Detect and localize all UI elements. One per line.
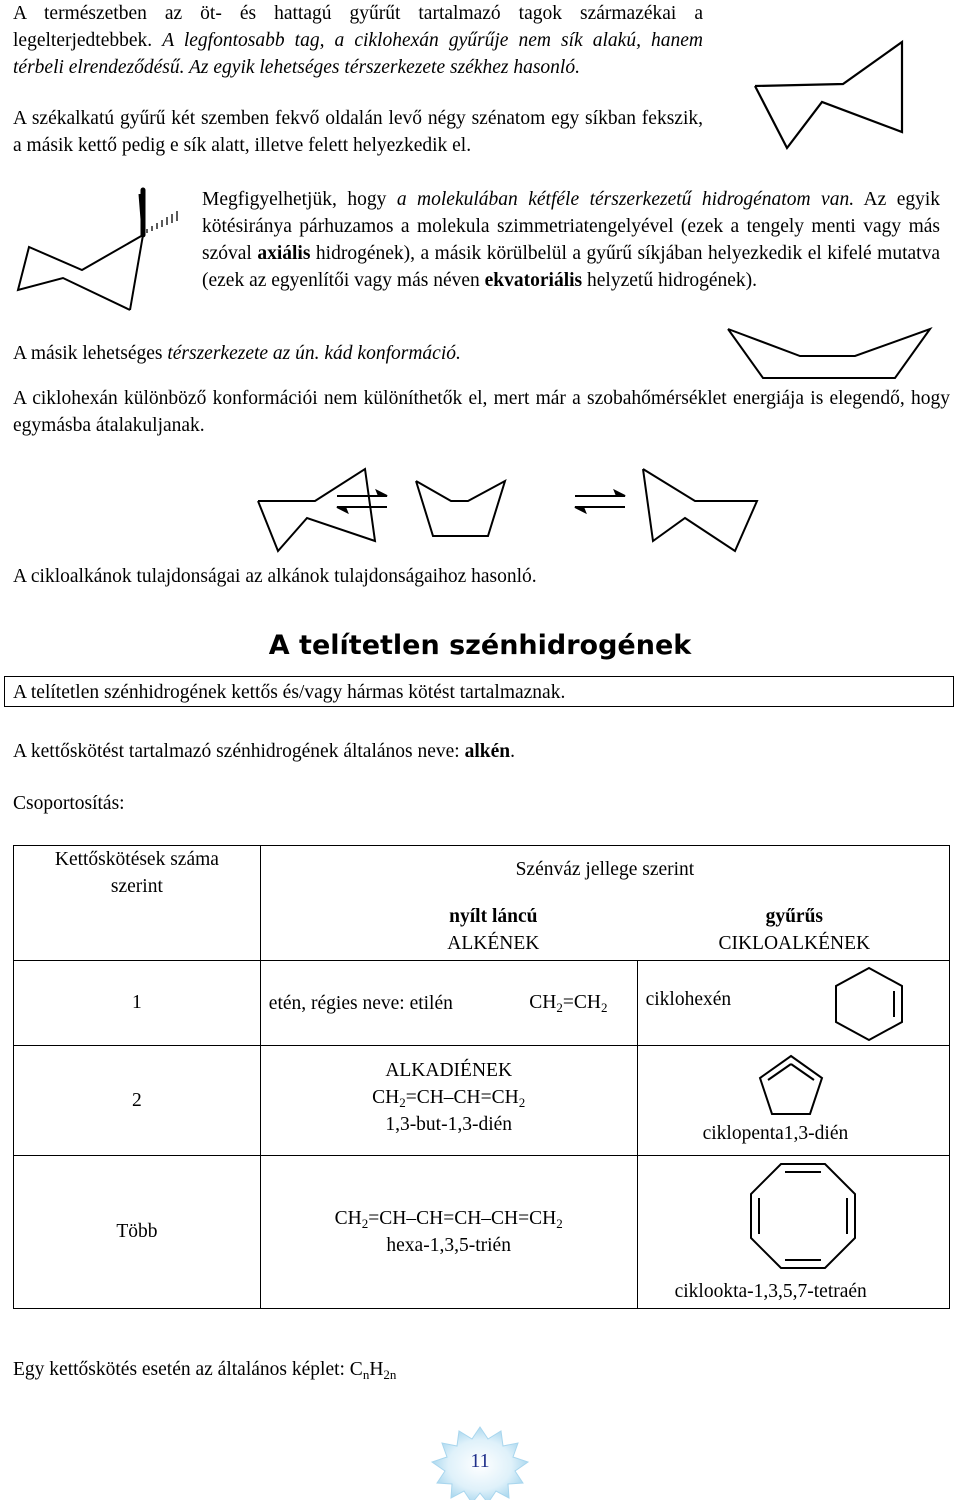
ethene-formula: $CH_2=CH_2$	[500, 961, 637, 1046]
intro-paragraph-5: A ciklohexán különböző konformációi nem különíthetők el, mert már a szobahőmérséklet energiája is elegendő, hogy egymásba átalakuljanak.	[13, 388, 950, 436]
alkene-definition: A kettőskötést tartalmazó szénhidrogének általános neve: alkén.	[13, 741, 515, 762]
ring-cell	[637, 1046, 949, 1156]
axial-term: axiális	[257, 243, 311, 264]
boxed-statement: A telítetlen szénhidrogének kettős és/vagy hármas kötést tartalmaznak.	[4, 676, 954, 707]
open-chain-name: etén, régies neve: etilén	[260, 961, 500, 1046]
ring-cell	[637, 1156, 949, 1309]
open-chain-header: nyílt láncú ALKÉNEK	[447, 906, 540, 954]
section-title: A telítetlen szénhidrogének	[268, 630, 692, 661]
conformation-equilibrium-figure	[255, 466, 760, 566]
double-bond-count-header: Kettőskötések száma szerint	[14, 846, 261, 961]
double-bond-count: Több	[14, 1156, 261, 1309]
alkene-term: alkén	[464, 741, 511, 762]
axial-hydrogen-chair-figure	[15, 190, 185, 325]
intro-italic-text: A legfontosabb tag, a ciklohexán gyűrűje nem sík alakú, hanem térbeli elrendeződésű. Az egyik lehetséges térszerkezete székhez hasonló.	[13, 30, 703, 78]
double-bond-count: 2	[14, 1046, 261, 1156]
butadiene-formula: $CH_2=CH-CH=CH_2$	[372, 1087, 526, 1110]
ring-name: ciklopenta1,3-dién	[702, 1123, 849, 1144]
grouping-table	[13, 845, 950, 1309]
table-row	[14, 1156, 950, 1309]
equatorial-term: ekvatoriális	[484, 270, 583, 291]
table-row	[14, 1046, 950, 1156]
boat-conformation-figure	[725, 326, 935, 381]
ring-header: gyűrűs CIKLOALKÉNEK	[718, 906, 871, 954]
skeleton-header-cell	[260, 846, 949, 961]
intro-paragraph-2: A székalkatú gyűrű két szemben fekvő oldalán levő négy szénatom egy síkban fekszik, a másik kettő pedig e sík alatt, illetve felett helyezkedik el.	[13, 108, 703, 156]
open-chain-cell: ALKADIÉNEK $CH_2=CH-CH=CH_2$ 1,3-but-1,3-dién	[260, 1046, 637, 1156]
grouping-label: Csoportosítás:	[13, 793, 125, 814]
ring-name: ciklookta-1,3,5,7-tetraén	[674, 1281, 867, 1302]
open-chain-cell: $CH_2=CH-CH=CH-CH=CH_2$ hexa-1,3,5-trién	[260, 1156, 637, 1309]
ring-cell	[637, 961, 949, 1046]
intro-paragraph-6: A cikloalkánok tulajdonságai az alkánok tulajdonságaihoz hasonló.	[13, 566, 537, 587]
intro-paragraph-1: A természetben az öt- és hattagú gyűrűt tartalmazó tagok származékai a legelterjedtebbek. A legfontosabb tag, a ciklohexán gyűrűje nem sík alakú, hanem térbeli elrendeződésű. Az egyik lehetséges térszerkezete székhez hasonló.	[13, 3, 703, 78]
skeleton-header: Szénváz jellege szerint	[515, 859, 695, 880]
general-formula: Egy kettőskötés esetén az általános képlet: $C_nH_{2n}$	[13, 1359, 397, 1382]
chair-conformation-figure	[752, 38, 912, 148]
page-number: 11	[470, 1450, 490, 1472]
hexatriene-formula: $CH_2=CH-CH=CH-CH=CH_2$	[334, 1208, 563, 1231]
intro-paragraph-3: Megfigyelhetjük, hogy a molekulában kétféle térszerkezetű hidrogénatom van. Az egyik kötésiránya párhuzamos a molekula szimmetriatengelyével (ezek a tengely menti vagy más szóval axiális hidrogének), a másik körülbelül a gyűrű síkjában helyezkedik el kifelé mutatva (ezek az egyenlítői vagy más néven ekvatoriális helyzetű hidrogének).	[202, 189, 941, 291]
cyclohexene-structure	[831, 965, 911, 1043]
intro-paragraph-4: A másik lehetséges térszerkezete az ún. kád konformáció.	[13, 343, 461, 364]
cyclooctatetraene-structure	[748, 1161, 858, 1271]
double-bond-count: 1	[14, 961, 261, 1046]
ring-name: ciklohexén	[645, 989, 732, 1010]
table-row	[14, 961, 950, 1046]
cyclopentadiene-structure	[756, 1053, 826, 1117]
